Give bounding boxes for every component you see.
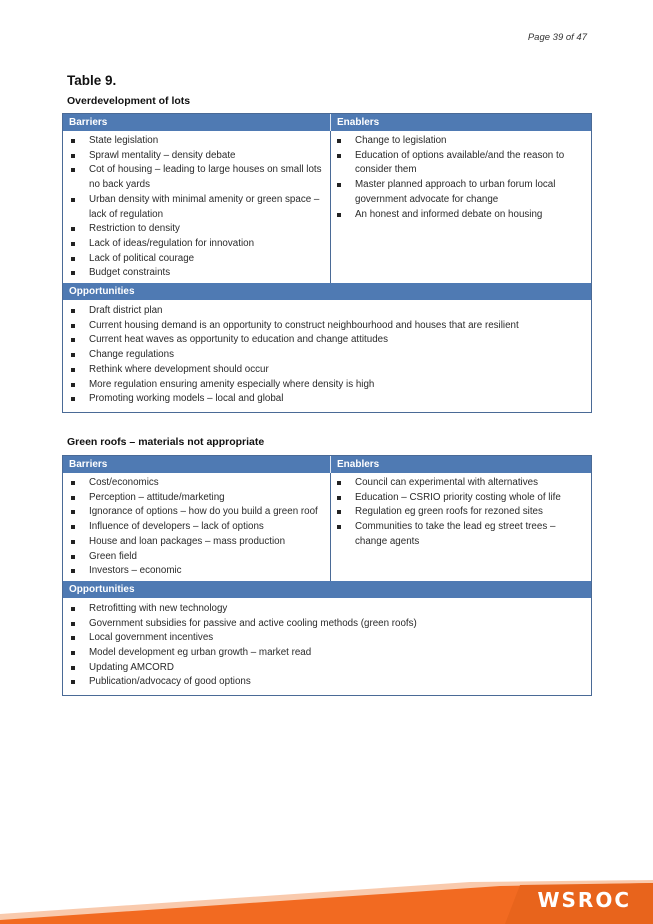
section-table [62, 113, 592, 413]
list-item: Influence of developers – lack of options [69, 520, 326, 535]
barriers-cell [63, 473, 331, 581]
enablers-cell [331, 473, 591, 581]
table-label: Table 9. [67, 73, 117, 88]
list-item: An honest and informed debate on housing [335, 208, 587, 223]
page-number: Page 39 of 47 [527, 32, 587, 43]
list-item: Education of options available/and the reason to consider them [335, 149, 587, 178]
list-item: Ignorance of options – how do you build a green roof [69, 505, 326, 520]
list-item: Model development eg urban growth – market read [69, 646, 587, 661]
section-title: Overdevelopment of lots [67, 95, 191, 107]
list-item: Council can experimental with alternatives [335, 476, 587, 491]
opportunities-list [69, 304, 587, 407]
opportunities-header: Opportunities [69, 286, 135, 298]
list-item: Lack of ideas/regulation for innovation [69, 237, 326, 252]
list-item: Publication/advocacy of good options [69, 675, 587, 690]
list-item: Communities to take the lead eg street trees – change agents [335, 520, 587, 549]
list-item: Local government incentives [69, 631, 587, 646]
barriers-header: Barriers [63, 456, 331, 473]
barriers-list [69, 476, 326, 579]
list-item: State legislation [69, 134, 326, 149]
list-item: Cost/economics [69, 476, 326, 491]
list-item: Rethink where development should occur [69, 363, 587, 378]
list-item: Regulation eg green roofs for rezoned sites [335, 505, 587, 520]
opportunities-cell [63, 598, 591, 695]
list-item: Change regulations [69, 348, 587, 363]
enablers-list [335, 476, 587, 550]
enablers-cell [331, 131, 591, 283]
list-item: Restriction to density [69, 222, 326, 237]
list-item: Master planned approach to urban forum local government advocate for change [335, 178, 587, 207]
table-header-row [63, 114, 591, 131]
enablers-header: Enablers [337, 459, 380, 470]
list-item: Draft district plan [69, 304, 587, 319]
list-item: Retrofitting with new technology [69, 602, 587, 617]
list-item: More regulation ensuring amenity especially where density is high [69, 378, 587, 393]
list-item: Education – CSRIO priority costing whole of life [335, 491, 587, 506]
opportunities-header: Opportunities [69, 583, 135, 595]
list-item: Updating AMCORD [69, 661, 587, 676]
section-title: Green roofs – materials not appropriate [67, 436, 265, 448]
list-item: Perception – attitude/marketing [69, 491, 326, 506]
list-item: Change to legislation [335, 134, 587, 149]
wsroc-logo: WSROC [537, 888, 631, 912]
opportunities-cell [63, 300, 591, 412]
enablers-header: Enablers [337, 117, 380, 128]
list-item: Budget constraints [69, 266, 326, 281]
opportunities-list [69, 602, 587, 690]
list-item: Promoting working models – local and global [69, 392, 587, 407]
list-item: Urban density with minimal amenity or green space – lack of regulation [69, 193, 326, 222]
barriers-list [69, 134, 326, 281]
opportunities-header-row [63, 283, 591, 300]
list-item: House and loan packages – mass production [69, 535, 326, 550]
table-header-row [63, 456, 591, 473]
list-item: Current housing demand is an opportunity to construct neighbourhood and houses that are resilient [69, 319, 587, 334]
list-item: Investors – economic [69, 564, 326, 579]
enablers-list [335, 134, 587, 222]
list-item: Lack of political courage [69, 252, 326, 267]
section-table [62, 455, 592, 696]
list-item: Government subsidies for passive and active cooling methods (green roofs) [69, 617, 587, 632]
barriers-header: Barriers [63, 114, 331, 131]
list-item: Current heat waves as opportunity to education and change attitudes [69, 333, 587, 348]
list-item: Sprawl mentality – density debate [69, 149, 326, 164]
opportunities-header-row [63, 581, 591, 598]
barriers-cell [63, 131, 331, 283]
list-item: Cot of housing – leading to large houses on small lots no back yards [69, 163, 326, 192]
list-item: Green field [69, 550, 326, 565]
